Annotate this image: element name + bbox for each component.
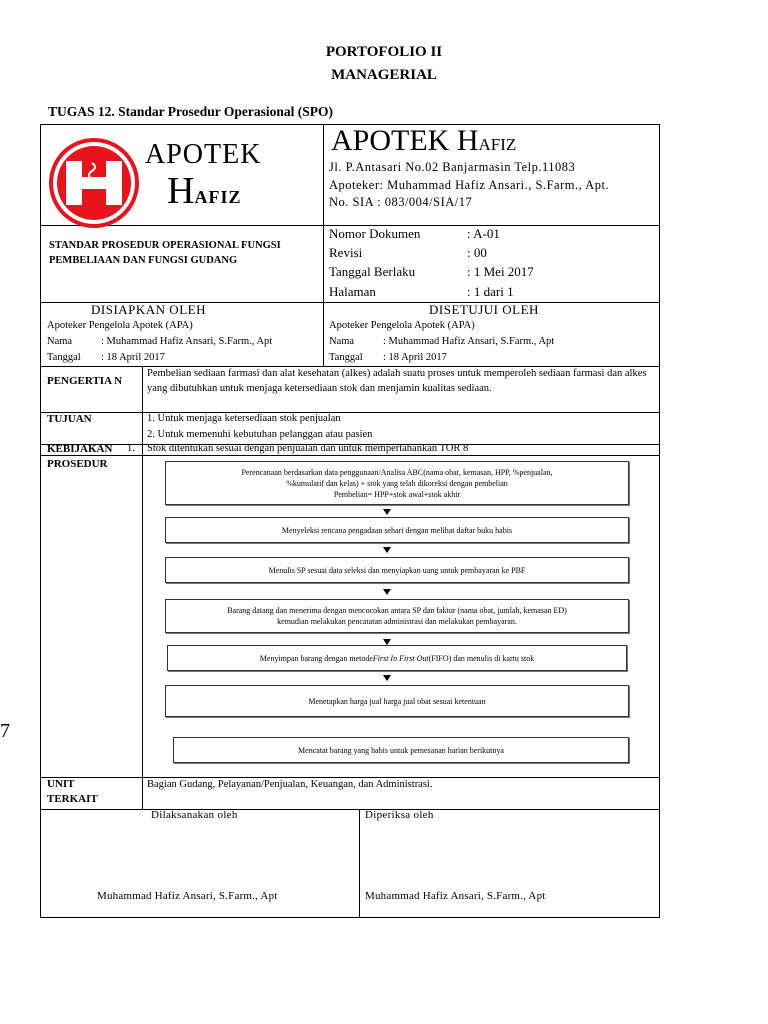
flow-arrow-1 (383, 509, 391, 515)
task-title: TUGAS 12. Standar Prosedur Operasional (SPO) (48, 104, 334, 119)
approved-name-label: Nama (329, 336, 355, 347)
prepared-date-value: : 18 April 2017 (101, 352, 165, 363)
pharmacy-name: APOTEK HAFIZ (331, 124, 517, 157)
approved-date-label: Tanggal (329, 352, 363, 363)
red-h-cross-pharmacy-icon (48, 137, 140, 229)
spo-title: STANDAR PROSEDUR OPERASIONAL FUNGSI PEMBELIAAN DAN FUNGSI GUDANG (49, 240, 281, 266)
pengertian-text: Pembelian sediaan farmasi dan alat kesehatan (alkes) adalah suatu proses untuk memperoleh sediaan farmasi dan alkes yang dibutuhkan untuk menjaga ketersediaan stok dan menjamin kualitas sediaan. (147, 368, 647, 394)
flow-step-3: Menulis SP sesuai data seleksi dan menyiapkan uang untuk pembayaran ke PBF (165, 557, 629, 583)
prosedur-label: PROSEDUR (47, 458, 108, 470)
meta-label-halaman: Halaman (329, 284, 376, 299)
meta-value-revisi: : 00 (467, 245, 487, 260)
meta-label-nomor: Nomor Dokumen (329, 226, 421, 241)
checked-by-name: Muhammad Hafiz Ansari, S.Farm., Apt (365, 890, 546, 902)
pharmacy-address: Jl. P.Antasari No.02 Banjarmasin Telp.11083 (329, 160, 576, 174)
meta-label-tanggal: Tanggal Berlaku (329, 264, 416, 279)
prepared-name-label: Nama (47, 336, 73, 347)
kebijakan-label: KEBIJAKAN (47, 443, 113, 455)
document-title: PORTOFOLIO II (325, 44, 443, 60)
prepared-heading: DISIAPKAN OLEH (91, 302, 206, 317)
logo-apotek-text: APOTEK (145, 139, 262, 170)
approved-date-value: : 18 April 2017 (383, 352, 447, 363)
prepared-date-label: Tanggal (47, 352, 81, 363)
meta-value-halaman: : 1 dari 1 (467, 284, 514, 299)
flow-step-4: Barang datang dan menerima dengan mencocokan antara SP dan faktur (nama obat, jumlah, kemasan ED) kemudian melakukan pencatatan administrasi dan melakukan pembayaran. (165, 599, 629, 633)
prepared-role: Apoteker Pengelola Apotek (APA) (47, 320, 193, 331)
flow-step-1: Perencanaan berdasarkan data penggunaan/Analisa ABC(nama obat, kemasan, HPP, %penjualan, %kumulatif dan kelas) + stok yang telah dikoreksi dengan pembelian Pembelian= HPP+stok awal+stok akhir (165, 461, 629, 505)
tujuan-label: TUJUAN (47, 413, 92, 425)
meta-label-revisi: Revisi (329, 245, 363, 260)
unit-text: Bagian Gudang, Pelayanan/Penjualan, Keuangan, dan Administrasi. (147, 779, 433, 790)
flow-step-2: Menyeleksi rencana pengadaan sehari dengan melihat daftar buku habis (165, 517, 629, 543)
approved-role: Apoteker Pengelola Apotek (APA) (329, 320, 475, 331)
meta-value-nomor: : A-01 (467, 226, 500, 241)
pharmacy-sia: No. SIA : 083/004/SIA/17 (329, 195, 473, 209)
tujuan-item-2: 2. Untuk memenuhi kebutuhan pelanggan atau pasien (147, 429, 373, 440)
flow-step-7: Mencatat barang yang habis untuk pemesanan harian berikutnya (173, 737, 629, 763)
tujuan-item-1: 1. Untuk menjaga ketersediaan stok penjualan (147, 413, 341, 424)
flow-arrow-2 (383, 547, 391, 553)
spo-form (40, 124, 660, 918)
document-subtitle: MANAGERIAL (331, 67, 437, 83)
kebijakan-text: Stok ditentukan sesuai dengan penjualan dan untuk mempertahankan TOR 8 (147, 443, 469, 454)
flow-step-6: Menetapkan harga jual harga jual obat sesuai ketentuan (165, 685, 629, 717)
executed-by-label: Dilaksanakan oleh (151, 809, 238, 821)
approved-name-value: : Muhammad Hafiz Ansari, S.Farm., Apt (383, 336, 555, 347)
logo-hafiz-text: HAFIZ (167, 170, 242, 212)
kebijakan-number: 1. (127, 443, 135, 454)
margin-mark: 7 (0, 720, 10, 742)
unit-label-line2: TERKAIT (47, 793, 98, 805)
flow-step-5: Menyimpan barang dengan metode First In First Out (FIFO) dan menulis di kartu stok (167, 645, 627, 671)
approved-heading: DISETUJUI OLEH (429, 302, 539, 317)
prepared-name-value: : Muhammad Hafiz Ansari, S.Farm., Apt (101, 336, 273, 347)
unit-label-line1: UNIT (47, 778, 75, 790)
flow-arrow-5 (383, 675, 391, 681)
pharmacy-pharmacist: Apoteker: Muhammad Hafiz Ansari., S.Farm., Apt. (329, 178, 610, 192)
checked-by-label: Diperiksa oleh (365, 809, 434, 821)
flow-arrow-3 (383, 589, 391, 595)
pengertian-label: PENGERTIA N (47, 375, 123, 387)
executed-by-name: Muhammad Hafiz Ansari, S.Farm., Apt (97, 890, 278, 902)
meta-value-tanggal: : 1 Mei 2017 (467, 264, 534, 279)
